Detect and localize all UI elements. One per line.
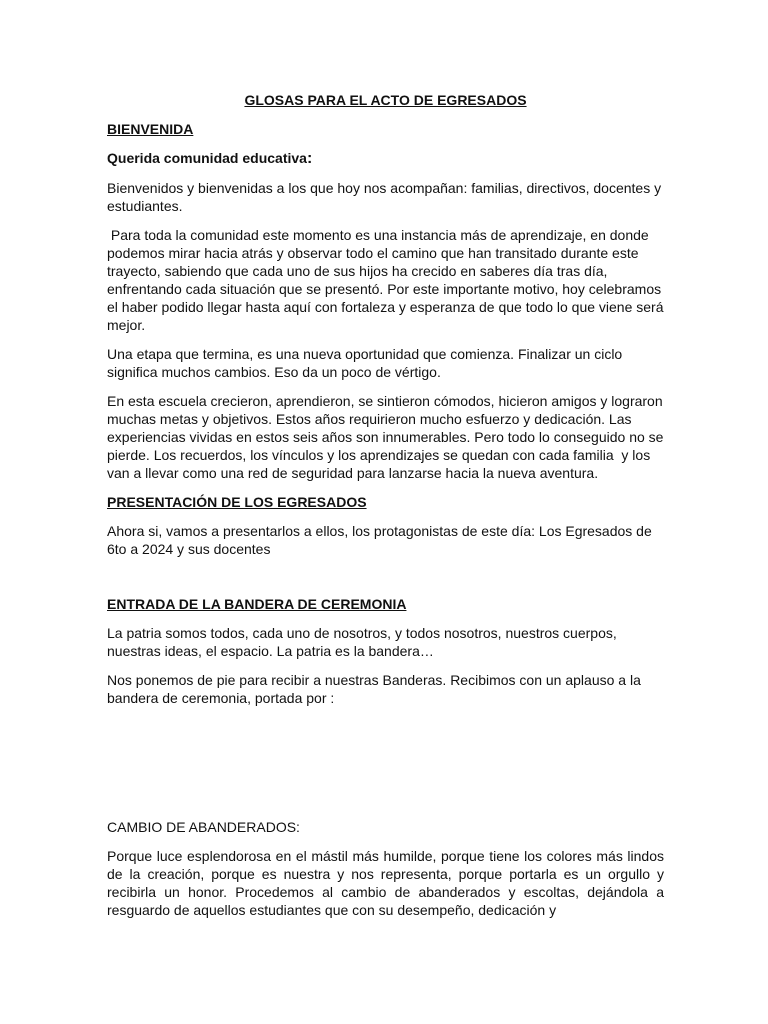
- flag-paragraph-1: La patria somos todos, cada uno de nosotros, y todos nosotros, nuestros cuerpos, nuestras ideas, el espacio. La patria es la bandera…: [107, 625, 617, 659]
- document-title: GLOSAS PARA EL ACTO DE EGRESADOS: [244, 92, 527, 108]
- spacer: [107, 718, 664, 818]
- salutation-text: Querida comunidad educativa: [107, 150, 307, 166]
- welcome-paragraph-2: Para toda la comunidad este momento es una instancia más de aprendizaje, en donde podemos mirar hacia atrás y observar todo el camino que han transitado durante este trayecto, sabiendo que cada uno de sus hijos ha crecido en saberes día tras día, enfrentando cada situación que se presentó. Por este importante motivo, hoy celebramos el haber podido llegar hasta aquí con fortaleza y esperanza de que todo lo que viene será mejor.: [107, 227, 668, 333]
- spacer: [107, 569, 664, 595]
- presentation-paragraph: Ahora si, vamos a presentarlos a ellos, los protagonistas de este día: Los Egresados de 6to a 2024 y sus docentes: [107, 523, 652, 557]
- welcome-paragraph-3: Una etapa que termina, es una nueva oportunidad que comienza. Finalizar un ciclo significa muchos cambios. Eso da un poco de vértigo.: [107, 346, 623, 380]
- welcome-paragraph-4: En esta escuela crecieron, aprendieron, se sintieron cómodos, hicieron amigos y lograron muchas metas y objetivos. Estos años requirieron mucho esfuerzo y dedicación. Las experiencias vividas en estos seis años son innumerables. Pero todo lo conseguido no se pierde. Los recuerdos, los vínculos y los aprendizajes se quedan con cada familia y los van a llevar como una red de seguridad para lanzarse hacia la nueva aventura.: [107, 393, 668, 481]
- presentation-heading: PRESENTACIÓN DE LOS EGRESADOS: [107, 494, 367, 510]
- change-heading: CAMBIO DE ABANDERADOS:: [107, 819, 300, 835]
- change-paragraph: Porque luce esplendorosa en el mástil más humilde, porque tiene los colores más lindos de la creación, porque es nuestra y nos representa, porque portarla es un orgullo y recibirla un honor. Procedemos al cambio de abanderados y escoltas, dejándola a resguardo de aquellos estudiantes que con su desempeño, dedicación y: [107, 848, 664, 918]
- flag-heading: ENTRADA DE LA BANDERA DE CEREMONIA: [107, 596, 407, 612]
- welcome-paragraph-1: Bienvenidos y bienvenidas a los que hoy nos acompañan: familias, directivos, docentes y estudiantes.: [107, 180, 662, 214]
- flag-paragraph-2: Nos ponemos de pie para recibir a nuestras Banderas. Recibimos con un aplauso a la bandera de ceremonia, portada por :: [107, 672, 641, 706]
- salutation-colon: :: [306, 150, 313, 167]
- salutation: [107, 149, 664, 168]
- welcome-heading: BIENVENIDA: [107, 121, 194, 137]
